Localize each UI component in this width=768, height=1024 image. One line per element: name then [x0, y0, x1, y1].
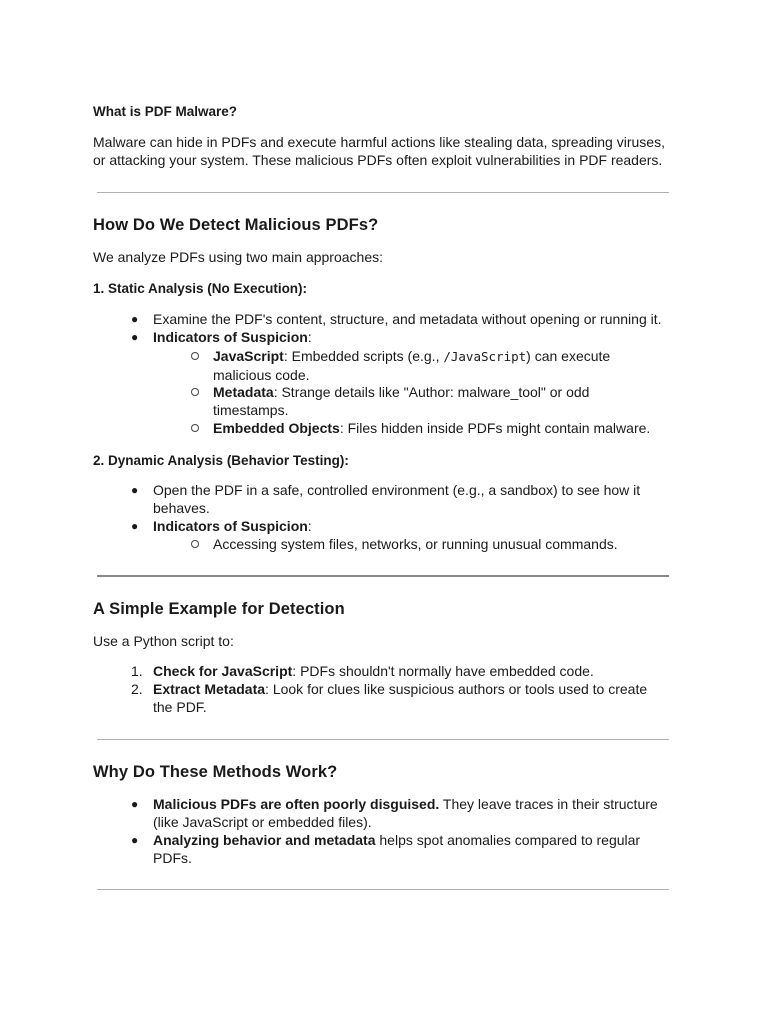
- indicator-embedded-objects: Embedded Objects: Files hidden inside PDFs might contain malware.: [213, 420, 651, 436]
- dynamic-sub-accessing: Accessing system files, networks, or running unusual commands.: [213, 536, 618, 552]
- static-item-indicators: Indicators of Suspicion:: [153, 329, 312, 345]
- example-item-extract-metadata-line2: the PDF.: [153, 699, 207, 715]
- detect-intro: We analyze PDFs using two main approaches:: [93, 249, 383, 265]
- section-heading-detect: How Do We Detect Malicious PDFs?: [93, 216, 379, 234]
- static-analysis-heading: 1. Static Analysis (No Execution):: [93, 281, 308, 296]
- why-item-analyzing: Analyzing behavior and metadata helps spot anomalies compared to regular: [153, 832, 641, 848]
- why-item-analyzing-line2: PDFs.: [153, 850, 192, 866]
- hollow-bullet-icon: [191, 352, 199, 360]
- indicator-metadata-line2: timestamps.: [213, 402, 289, 418]
- example-intro: Use a Python script to:: [93, 633, 234, 649]
- hollow-bullet-icon: [191, 424, 199, 432]
- dynamic-item-open: Open the PDF in a safe, controlled environment (e.g., a sandbox) to see how it: [153, 482, 641, 498]
- bullet-icon: ●: [131, 797, 139, 811]
- why-item-disguised-line2: (like JavaScript or embedded files).: [153, 814, 372, 830]
- bullet-icon: ●: [131, 519, 139, 533]
- indicator-javascript-line2: malicious code.: [213, 367, 310, 383]
- intro-paragraph-line1: Malware can hide in PDFs and execute harmful actions like stealing data, spreading viruses,: [93, 134, 665, 150]
- divider: [97, 739, 669, 740]
- indicator-metadata: Metadata: Strange details like "Author: malware_tool" or odd: [213, 384, 590, 400]
- divider: [97, 575, 669, 577]
- divider: [97, 192, 669, 193]
- why-item-disguised: Malicious PDFs are often poorly disguised. They leave traces in their structure: [153, 796, 658, 812]
- bullet-icon: ●: [131, 330, 139, 344]
- static-item-examine: Examine the PDF's content, structure, and metadata without opening or running it.: [153, 311, 662, 327]
- list-number: 1.: [131, 663, 143, 679]
- section-heading-what-is: What is PDF Malware?: [93, 104, 238, 119]
- dynamic-analysis-heading: 2. Dynamic Analysis (Behavior Testing):: [93, 453, 349, 468]
- hollow-bullet-icon: [191, 540, 199, 548]
- bullet-icon: ●: [131, 833, 139, 847]
- dynamic-item-indicators: Indicators of Suspicion:: [153, 518, 312, 534]
- intro-paragraph-line2: or attacking your system. These malicious PDFs often exploit vulnerabilities in PDF readers.: [93, 152, 663, 168]
- javascript-code: /JavaScript: [443, 349, 527, 364]
- divider: [97, 889, 669, 890]
- example-item-extract-metadata: Extract Metadata: Look for clues like suspicious authors or tools used to create: [153, 681, 648, 697]
- section-heading-why: Why Do These Methods Work?: [93, 763, 338, 781]
- indicator-javascript: JavaScript: Embedded scripts (e.g., /JavaScript) can execute: [213, 348, 611, 364]
- section-heading-example: A Simple Example for Detection: [93, 600, 345, 618]
- bullet-icon: ●: [131, 483, 139, 497]
- hollow-bullet-icon: [191, 388, 199, 396]
- bullet-icon: ●: [131, 312, 139, 326]
- dynamic-item-open-line2: behaves.: [153, 500, 210, 516]
- list-number: 2.: [131, 681, 143, 697]
- example-item-check-js: Check for JavaScript: PDFs shouldn't normally have embedded code.: [153, 663, 594, 679]
